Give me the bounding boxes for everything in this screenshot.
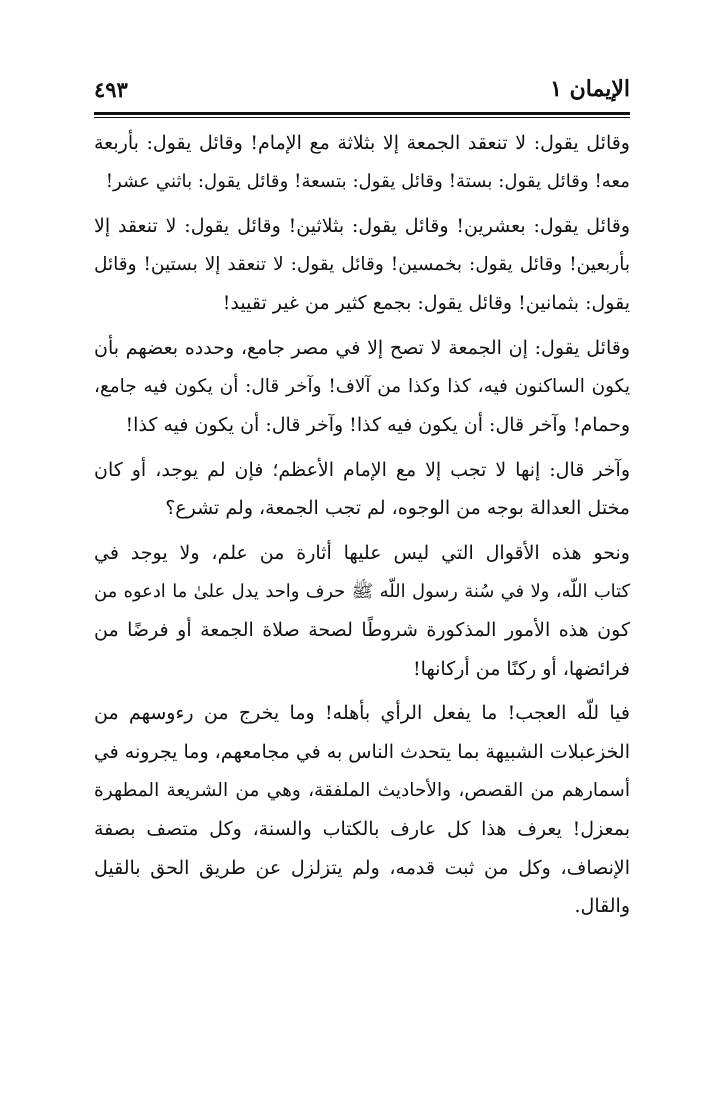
paragraph: [94, 124, 630, 201]
paragraph: [94, 694, 630, 926]
text-line: معه! وقائل يقول: بستة! وقائل يقول: بتسعة! وقائل يقول: باثني عشر!: [105, 170, 630, 192]
text-line: وحمام! وآخر قال: أن يكون فيه كذا! وآخر قال: أن يكون فيه كذا!: [125, 414, 630, 437]
text-line: كون هذه الأمور المذكورة شروطًا لصحة صلاة الجمعة أو فرضًا من: [94, 619, 630, 642]
text-line: يقول: بثمانين! وقائل يقول: بجمع كثير من غير تقييد!: [222, 292, 630, 315]
text-line: فيا للّه العجب! ما يفعل الرأي بأهله! وما يخرج من رءوسهم من: [94, 702, 630, 725]
paragraph: [94, 451, 630, 528]
running-title: الإيمان ١: [550, 76, 630, 102]
text-line: وقائل يقول: بعشرين! وقائل يقول: بثلاثين! وقائل يقول: لا تنعقد إلا: [94, 215, 630, 238]
text-line: ونحو هذه الأقوال التي ليس عليها أثارة من علم، ولا يوجد في: [94, 541, 630, 564]
text-line: كتاب اللّه، ولا في سُنة رسول اللّه ﷺ حرف واحد يدل علىٰ ما ادعوه من: [94, 580, 630, 602]
page-number: ٤٩٣: [94, 77, 128, 102]
text-line: وآخر قال: إنها لا تجب إلا مع الإمام الأعظم؛ فإن لم يوجد، أو كان: [94, 458, 631, 481]
text-line: فرائضها، أو ركنًا من أركانها!: [412, 657, 630, 680]
page-body: [94, 124, 630, 932]
page-header: [94, 62, 630, 102]
text-line: يكون الساكنون فيه، كذا وكذا من آلاف! وآخر قال: أن يكون فيه جامع،: [94, 375, 630, 397]
header-rule: [94, 112, 630, 118]
text-line: والقال.: [574, 895, 630, 918]
paragraph: [94, 329, 630, 445]
text-line: بمعزل! يعرف هذا كل عارف بالكتاب والسنة، وكل متصف بصفة: [94, 818, 630, 841]
text-line: الإنصاف، وكل من ثبت قدمه، ولم يتزلزل عن طريق الحق بالقيل: [94, 856, 630, 879]
text-line: الخزعبلات الشبيهة بما يتحدث الناس به في مجامعهم، وما يجرونه في: [93, 740, 630, 763]
text-line: بأربعين! وقائل يقول: بخمسين! وقائل يقول: لا تنعقد إلا بستين! وقائل: [94, 253, 630, 275]
text-line: وقائل يقول: لا تنعقد الجمعة إلا بثلاثة مع الإمام! وقائل يقول: بأربعة: [94, 132, 630, 154]
paragraph: [94, 534, 630, 688]
text-line: مختل العدالة بوجه من الوجوه، لم تجب الجمعة، ولم تشرع؟: [165, 497, 630, 520]
paragraph: [94, 207, 630, 323]
text-line: وقائل يقول: إن الجمعة لا تصح إلا في مصر جامع، وحدده بعضهم بأن: [94, 336, 630, 359]
text-line: أسمارهم من القصص، والأحاديث الملفقة، وهي من الشريعة المطهرة: [94, 779, 630, 801]
